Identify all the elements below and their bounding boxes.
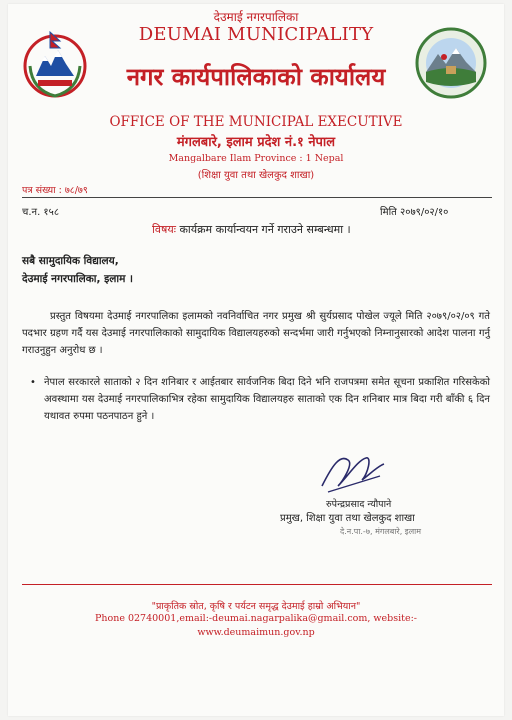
letter-date: मिति २०७९/०२/१० xyxy=(380,207,449,218)
signatory-title: प्रमुख, शिक्षा युवा तथा खेलकुद शाखा xyxy=(280,513,415,524)
header-divider xyxy=(22,197,492,198)
signatory-name: रुपेन्द्रप्रसाद न्यौपाने xyxy=(326,499,392,510)
recipient-line-1: सबै सामुदायिक विद्यालय, xyxy=(22,255,119,267)
subject-label: विषयः xyxy=(152,223,176,236)
reference-number: पत्र संख्या : ७८/७९ xyxy=(22,185,88,196)
stamp-text: दे.न.पा.-७, मंगलबारे, इलाम xyxy=(340,527,421,536)
recipient-line-2: देउमाई नगरपालिका, इलाम । xyxy=(22,273,134,285)
subject-text: कार्यक्रम कार्यान्वयन गर्ने गराउने सम्बन्धमा । xyxy=(179,223,351,236)
municipality-name-english: DEUMAI MUNICIPALITY xyxy=(138,24,374,45)
dispatch-number: च.न. १५८ xyxy=(22,207,60,218)
address-nepali: मंगलबारे, इलाम प्रदेश नं.१ नेपाल xyxy=(176,135,336,150)
office-title-english: OFFICE OF THE MUNICIPAL EXECUTIVE xyxy=(109,114,403,130)
footer-slogan: "प्राकृतिक स्रोत, कृषि र पर्यटन समृद्ध देउमाई हाम्रो अभियान" xyxy=(151,601,361,612)
bullet-item xyxy=(22,374,490,425)
section-name: (शिक्षा युवा तथा खेलकुद शाखा) xyxy=(197,170,315,181)
bullet-icon: • xyxy=(30,377,36,388)
subject-line xyxy=(152,222,351,237)
bullet-text: नेपाल सरकारले साताको २ दिन शनिबार र आईतबार सार्वजनिक बिदा दिने भनि राजपत्रमा समेत सूचना प्रकाशित गरिसकेको अवस्थामा यस देउमाई नगरपालिकाभित्र रहेका सामुदायिक विद्यालयहरु साताको एक दिन शनिबार मात्र बिदा गरी बाँकी ६ दिन यथावत रुपमा पठनपाठन हुने । xyxy=(44,377,490,422)
footer-divider xyxy=(22,584,492,585)
address-english: Mangalbare Ilam Province : 1 Nepal xyxy=(168,153,344,164)
signature-icon xyxy=(318,446,390,498)
footer-website: www.deumaimun.gov.np xyxy=(197,627,315,638)
municipality-name-nepali: देउमाई नगरपालिका xyxy=(213,10,299,24)
footer-contact: Phone 02740001,email:-deumai.nagarpalika@gmail.com, website:- xyxy=(94,613,418,624)
office-title-nepali: नगर कार्यपालिकाको कार्यालय xyxy=(126,63,386,91)
body-paragraph: प्रस्तुत विषयमा देउमाई नगरपालिका इलामको नवनिर्वाचित नगर प्रमुख श्री सुर्यप्रसाद पोखेल ज्यूले मिति २०७९/०२/०९ गते पदभार ग्रहण गर्दै यस देउमाई नगरपालिकाको सामुदायिक विद्यालयहरुको सन्दर्भमा जारी गर्नुभएको निम्नानुसारको आदेश पालना गर्नु गराउनुहुन अनुरोध छ । xyxy=(22,311,490,356)
